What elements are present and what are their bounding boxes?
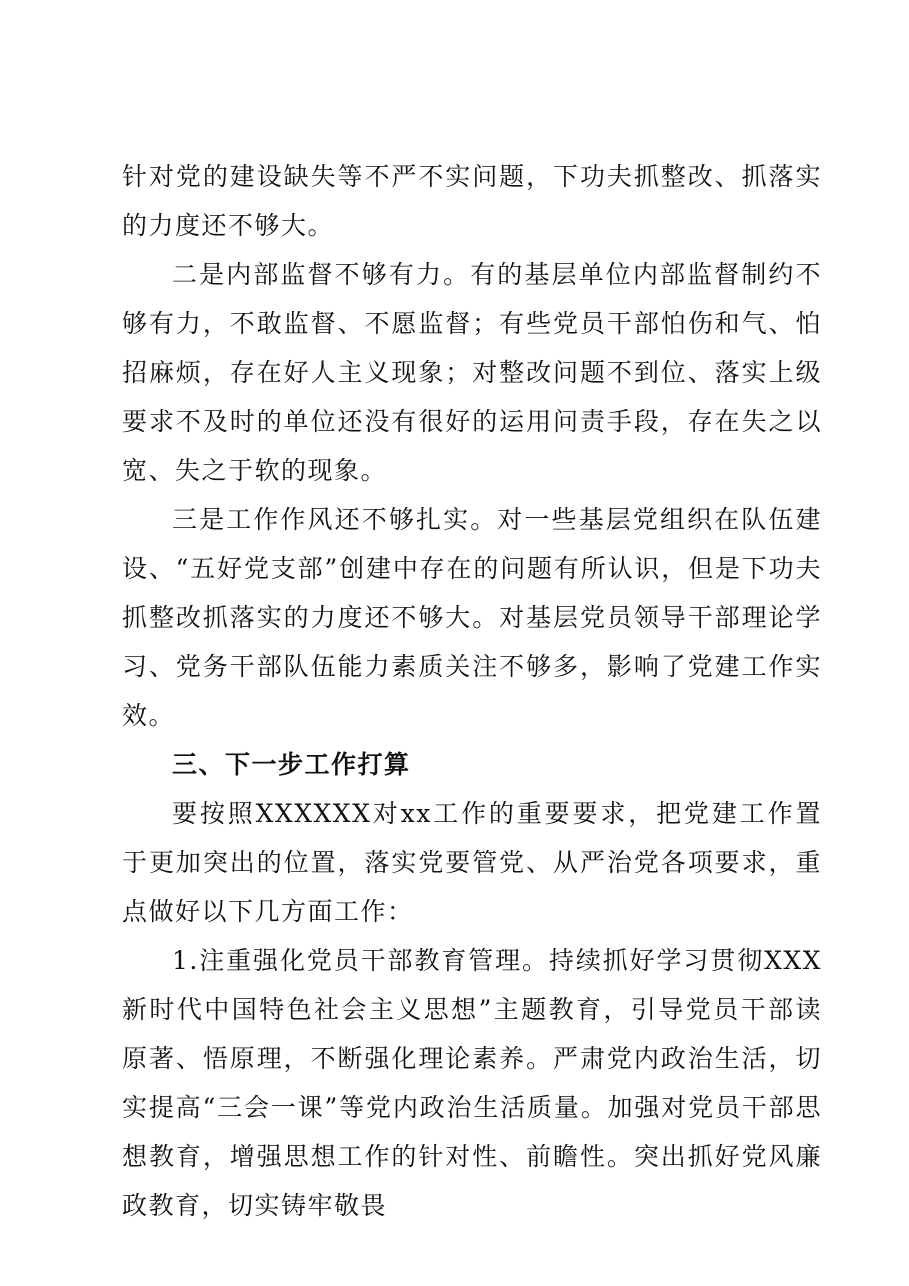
paragraph-internal-supervision: 二是内部监督不够有力。有的基层单位内部监督制约不够有力，不敢监督、不愿监督；有些党员干部怕伤和气、怕招麻烦，存在好人主义现象；对整改问题不到位、落实上级要求不及时的单位还没有很好的运用问责手段，存在失之以宽、失之于软的现象。 <box>122 260 822 485</box>
paragraph-continuation: 针对党的建设缺失等不严不实问题，下功夫抓整改、抓落实的力度还不够大。 <box>122 162 822 240</box>
document-body <box>122 152 822 1230</box>
paragraph-item-1: 1.注重强化党员干部教育管理。持续抓好学习贯彻XXX新时代中国特色社会主义思想”主题教育，引导党员干部读原著、悟原理，不断强化理论素养。严肃党内政治生活，切实提高“三会一课”等党内政治生活质量。加强对党员干部思想教育，增强思想工作的针对性、前瞻性。突出抓好党风廉政教育，切实铸牢敬畏 <box>122 946 822 1220</box>
section-heading-next-steps: 三、下一步工作打算 <box>172 750 411 779</box>
paragraph-work-style: 三是工作作风还不够扎实。对一些基层党组织在队伍建设、“五好党支部”创建中存在的问题有所认识，但是下功夫抓整改抓落实的力度还不够大。对基层党员领导干部理论学习、党务干部队伍能力素质关注不够多，影响了党建工作实效。 <box>122 505 822 730</box>
paragraph-next-steps-intro: 要按照XXXXXX对xx工作的重要要求，把党建工作置于更加突出的位置，落实党要管党、从严治党各项要求，重点做好以下几方面工作： <box>122 799 822 926</box>
